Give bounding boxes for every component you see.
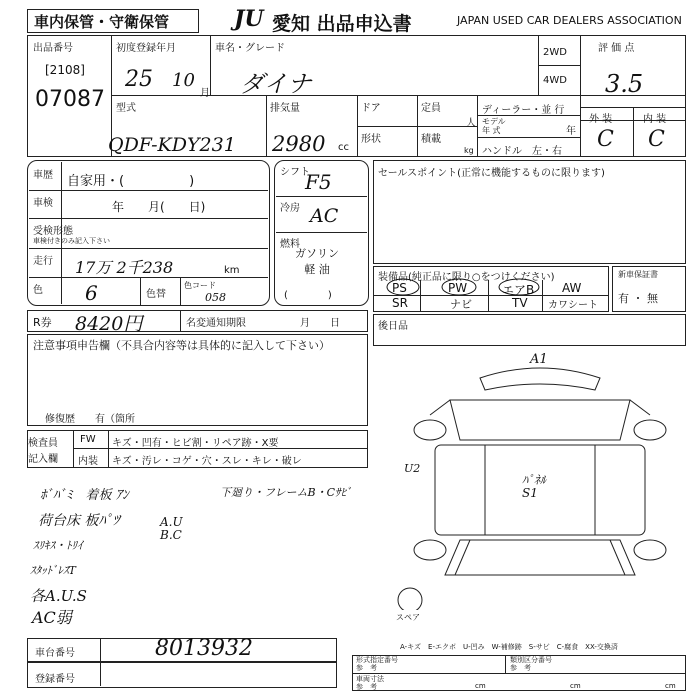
form-title: 愛知 出品申込書: [272, 13, 412, 35]
fuel-label: 燃料: [280, 239, 300, 250]
color-label: 色: [33, 285, 43, 296]
history-value: 自家用・( ): [67, 174, 195, 189]
color-no-label: 色替: [146, 289, 166, 300]
hand-note-5: 各A.U.S: [30, 587, 87, 605]
lot-number-label: 出品番号: [33, 43, 73, 54]
hand-note-6: AC弱: [32, 608, 72, 627]
handle-label: ハンドル 左・右: [482, 146, 562, 157]
recycle-value: 8420円: [75, 313, 143, 335]
inspector-fw: FW: [80, 434, 96, 445]
hand-note-3: ｽﾘｷｽ・ﾄﾘｲ: [33, 539, 83, 552]
year-unit: 年: [566, 126, 576, 137]
registration-label: 登録番号: [35, 674, 75, 685]
interior-grade: C: [648, 127, 665, 152]
chassis-label: 車台番号: [35, 648, 75, 659]
size-cm-2: cm: [570, 682, 581, 690]
interior-label: 内 装: [643, 114, 667, 125]
capacity-label: 定員: [421, 103, 441, 114]
door-label: ドア: [361, 103, 381, 114]
diagram-mark-left: U2: [404, 462, 421, 475]
model-year-label: モデル 年 式: [482, 117, 506, 135]
later-items-box: [373, 314, 686, 346]
4wd-option: 4WD: [543, 75, 567, 86]
inspection-label: 車検: [33, 198, 53, 209]
association-name: JAPAN USED CAR DEALERS ASSOCIATION: [457, 14, 682, 27]
load-label: 積載: [421, 134, 441, 145]
inspector-row-2: キズ・汚レ・コゲ・穴・スレ・キレ・破レ: [112, 456, 302, 467]
diagram-mark-top: A1: [530, 352, 548, 367]
mileage-label: 走行: [33, 256, 53, 267]
repair-history-label: 修復歴 有（箇所: [45, 414, 135, 425]
fuel-value: ガソリン 軽 油: [295, 247, 339, 276]
chassis-value: 8013932: [155, 636, 253, 661]
equip-aw: AW: [562, 281, 582, 295]
diagram-mark-center: ﾊﾟﾈﾙ S1: [522, 473, 547, 500]
size-cm-1: cm: [475, 682, 486, 690]
first-reg-month: 10: [172, 70, 195, 91]
receive-note: 車検付きのみ記入下さい: [33, 237, 110, 245]
lot-number: 07087: [35, 87, 105, 112]
model-code: QDF-KDY231: [108, 134, 236, 156]
capacity-unit: 人: [466, 118, 476, 129]
shift-label: シフト: [280, 167, 310, 178]
hand-note-1: ﾎﾞﾊﾞﾐ 着板 ｱﾝ: [40, 488, 129, 503]
damage-legend: A-キズ E-エクボ U-凹み W-補修跡 S-サビ C-腐食 XX-交換済: [400, 643, 618, 651]
size-cm-3: cm: [665, 682, 676, 690]
notes-label: 注意事項申告欄（不具合内容等は具体的に記入して下さい）: [33, 339, 330, 352]
mileage-unit: km: [224, 265, 240, 276]
ref-model-label: 形式指定番号 参 考: [356, 656, 398, 672]
selling-points-label: セールスポイント(正常に機能するものに限ります): [378, 168, 605, 179]
inspector-row-1: キズ・凹有・ヒビ割・リペア跡・X要: [112, 438, 279, 449]
exterior-grade: C: [597, 127, 614, 152]
warranty-value: 有 ・ 無: [618, 292, 658, 305]
ac-value: AC: [310, 205, 339, 227]
ref-class-label: 類別区分番号 参 考: [510, 656, 552, 672]
score-label: 評 価 点: [598, 43, 635, 54]
lot-number-sub: [2108]: [45, 63, 85, 77]
hand-note-2: 荷台床 板ﾊﾟﾂ: [38, 513, 120, 529]
displacement-value: 2980: [272, 132, 326, 156]
warranty-label: 新車保証書: [618, 270, 658, 279]
color-value: 6: [85, 281, 98, 305]
car-name-label: 車名・グレード: [215, 43, 285, 54]
hand-note-2b: A.U B.C: [160, 515, 183, 542]
later-items-label: 後日品: [378, 321, 408, 332]
first-reg-label: 初度登録年月: [116, 43, 176, 54]
equip-sr: SR: [392, 296, 408, 310]
equip-circles: [373, 266, 609, 312]
equip-navi: ナビ: [450, 298, 472, 311]
hand-note-1b: 下廻り・フレームB・Cｻﾋﾞ: [220, 486, 352, 499]
shape-label: 形状: [361, 134, 381, 145]
2wd-option: 2WD: [543, 47, 567, 58]
first-reg-year: 25: [125, 67, 153, 92]
equipment-label: 装備品(純正品に限り○をつけください): [378, 272, 555, 283]
displacement-label: 排気量: [270, 103, 300, 114]
ref-size-label: 車両寸法 参 考: [356, 675, 384, 691]
exterior-label: 外 装: [589, 114, 613, 125]
month-unit: 月: [200, 88, 210, 99]
recycle-label: R券: [33, 316, 52, 329]
storage-label: 車内保管・守衛保管: [34, 13, 170, 31]
equip-ps: PS: [392, 281, 407, 295]
shift-value: F5: [305, 170, 332, 194]
fuel-paren: ( ): [284, 290, 332, 301]
color-code-label: 色コード: [184, 281, 216, 290]
equip-tv: TV: [512, 296, 528, 310]
ac-label: 冷房: [280, 203, 300, 214]
dealer-label: ディーラー・並 行: [482, 105, 565, 116]
equip-leather: カワシート: [548, 300, 598, 311]
model-label: 型式: [116, 103, 136, 114]
history-label: 車歴: [33, 170, 53, 181]
load-unit: kg: [464, 146, 474, 155]
name-change-value: 月 日: [300, 318, 340, 329]
displacement-unit: cc: [338, 142, 349, 153]
inspection-value: 年 月( 日): [112, 200, 206, 214]
equip-airbag: エアB: [502, 283, 535, 297]
name-change-label: 名変通知期限: [186, 318, 246, 329]
receive-label: 受検形態: [33, 226, 73, 237]
car-name: ダイナ: [240, 70, 312, 98]
score-value: 3.5: [605, 70, 644, 98]
inspector-label-1: 検査員: [28, 438, 58, 449]
mileage-value: 17万 2千238: [75, 258, 174, 277]
spare-tire-label: スペア: [396, 613, 420, 622]
color-code: 058: [205, 291, 226, 304]
equip-pw: PW: [448, 281, 468, 295]
inspector-label-2: 記入欄: [28, 454, 58, 465]
inspector-interior: 内装: [78, 456, 98, 467]
ju-logo: JU: [234, 6, 264, 32]
hand-note-4: ｽﾀｯﾄﾞﾚｽT: [30, 564, 76, 577]
